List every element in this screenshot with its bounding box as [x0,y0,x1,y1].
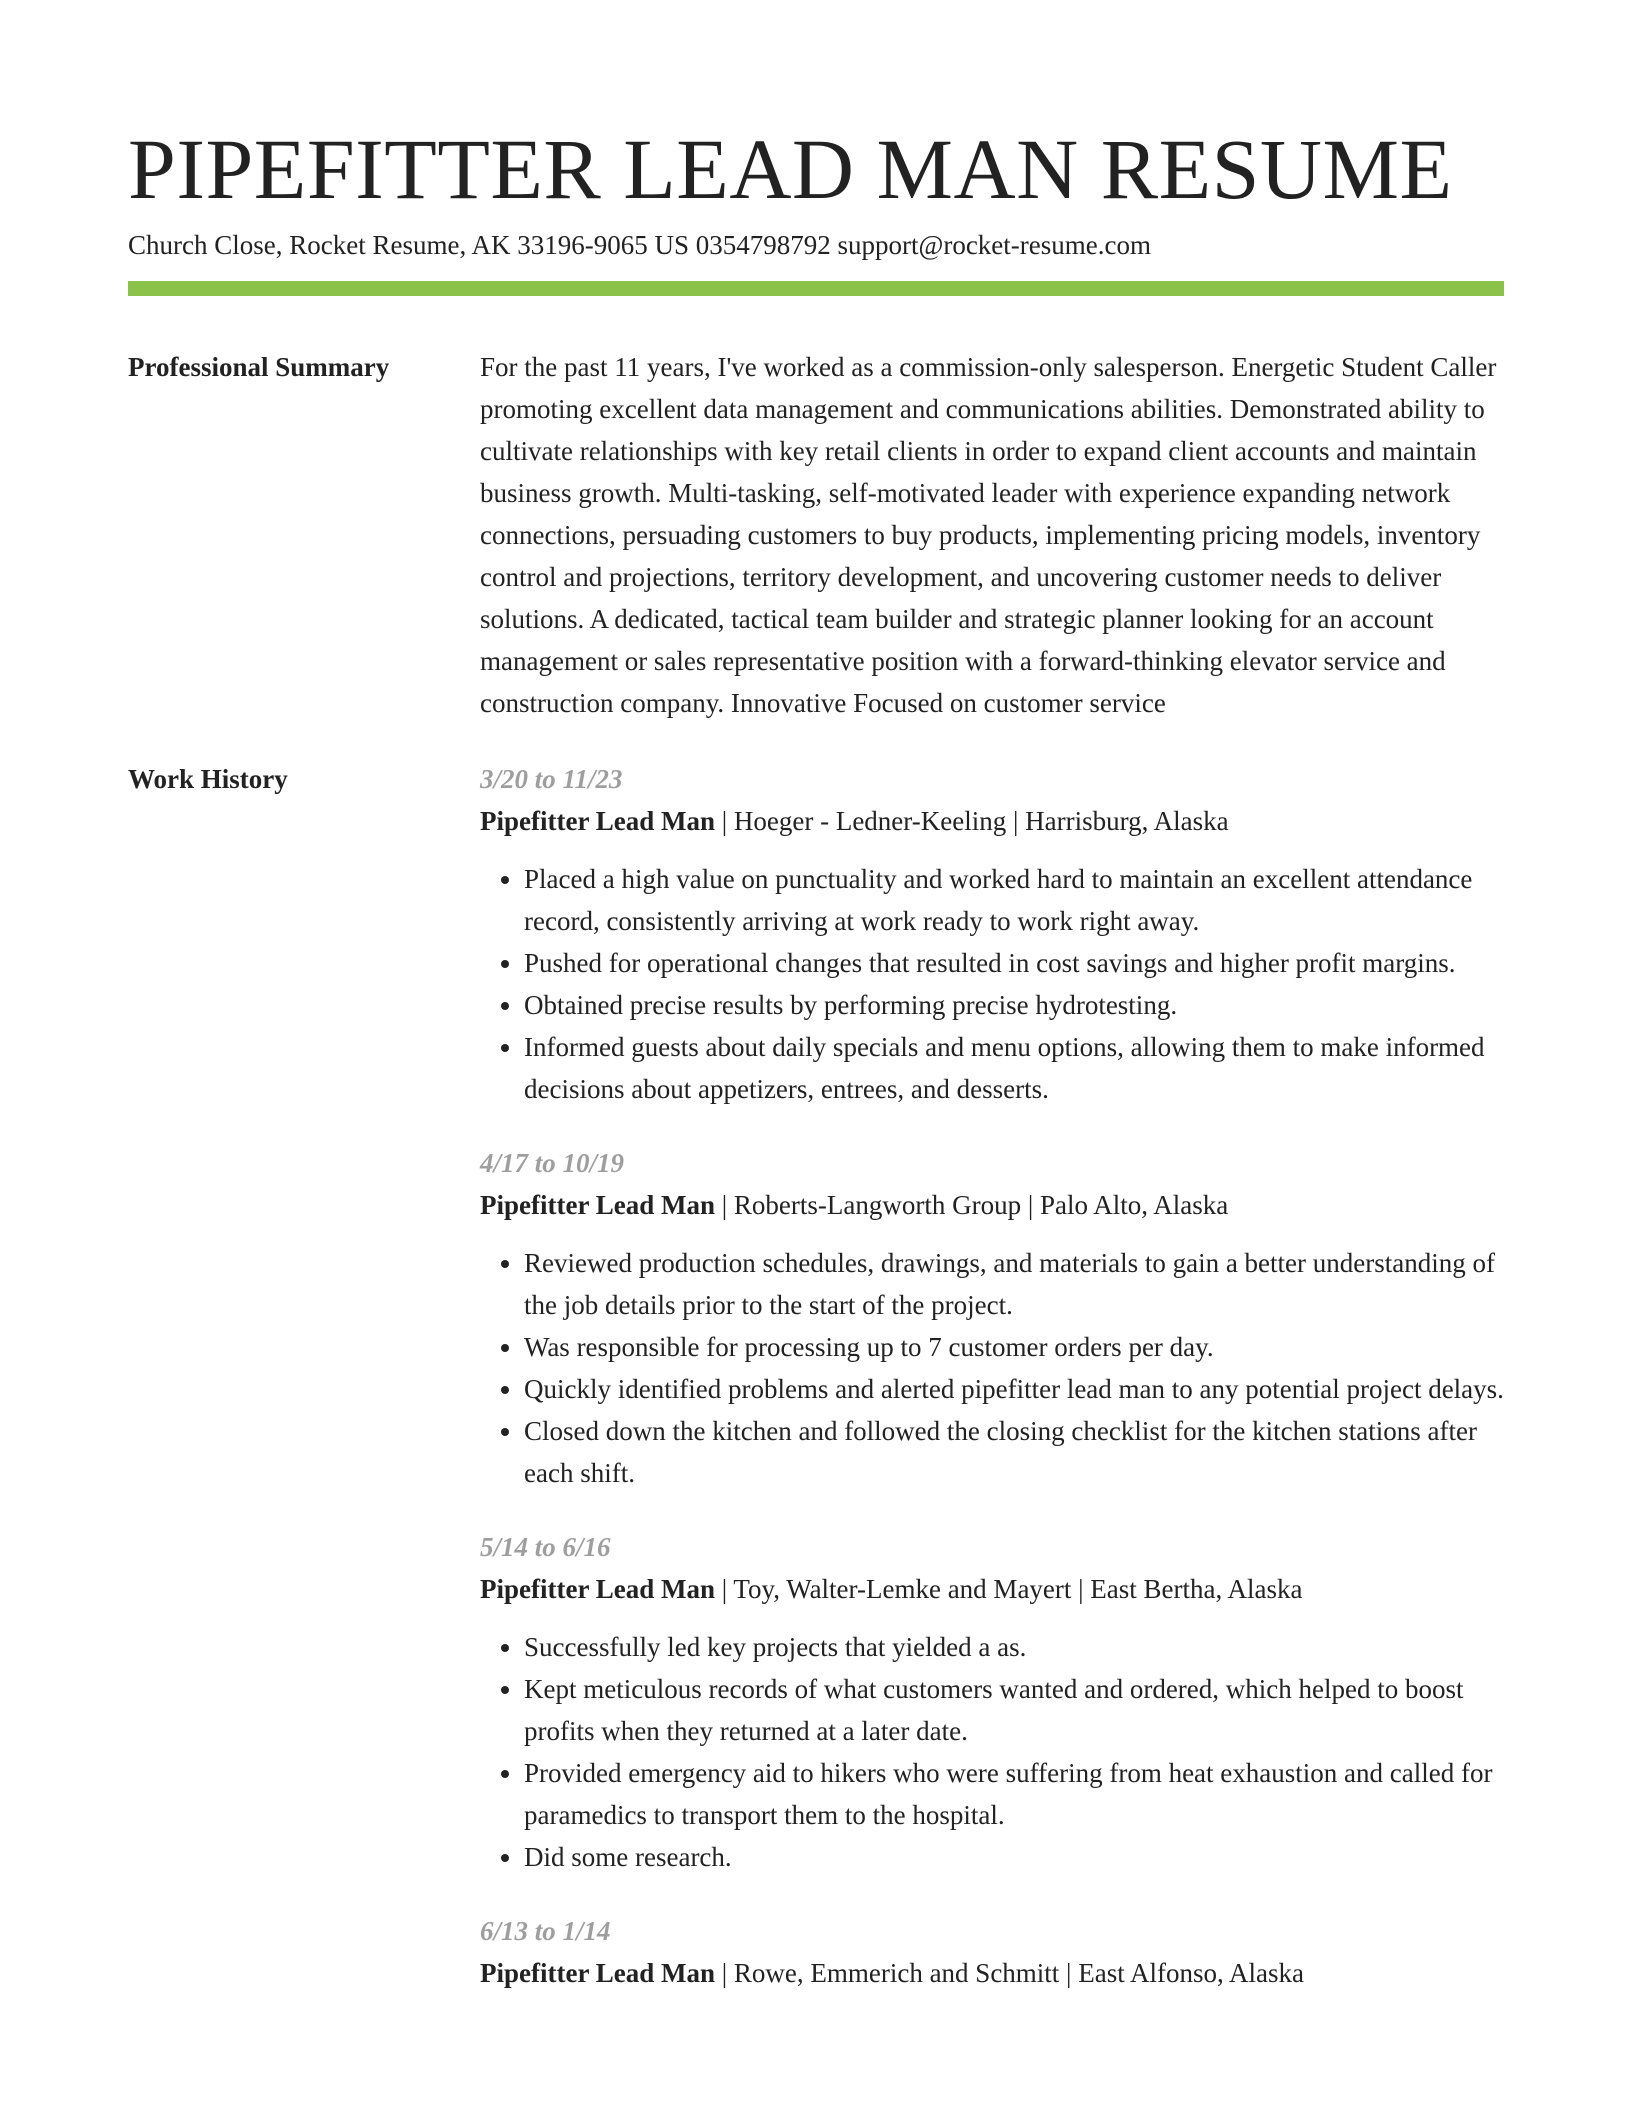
work-history-section [128,758,1504,1994]
job-bullet: • Was responsible for processing up to 7 customer orders per day. [524,1326,1504,1368]
job-bullet: • Closed down the kitchen and followed the closing checklist for the kitchen stations after each shift. [524,1410,1504,1494]
job-dates: 3/20 to 11/23 [480,764,623,794]
job-title: Pipefitter Lead Man [480,1574,715,1604]
job-dates: 4/17 to 10/19 [480,1148,625,1178]
job-entry [480,1910,1504,1994]
job-bullet-list [480,1242,1504,1494]
resume-title: PIPEFITTER LEAD MAN RESUME [128,121,1453,217]
summary-section [128,346,1504,724]
header-divider [128,281,1504,296]
job-bullet-list [480,1626,1504,1878]
job-details: | Roberts-Langworth Group | Palo Alto, Alaska [714,1190,1229,1220]
job-bullet: • Provided emergency aid to hikers who were suffering from heat exhaustion and called for paramedics to transport them to the hospital. [524,1752,1504,1836]
summary-text: For the past 11 years, I've worked as a commission-only salesperson. Energetic Student Caller promoting excellent data management and communications abilities. Demonstrated ability to cultivate relationships with key retail clients in order to expand client accounts and maintain business growth. Multi-tasking, self-motivated leader with experience expanding network connections, persuading customers to buy products, implementing pricing models, inventory control and projections, territory development, and uncovering customer needs to deliver solutions. A dedicated, tactical team builder and strategic planner looking for an account management or sales representative position with a forward-thinking elevator service and construction company. Innovative Focused on customer service [480,352,1497,718]
job-bullet: • Informed guests about daily specials and menu options, allowing them to make informed decisions about appetizers, entrees, and desserts. [524,1026,1504,1110]
job-heading [480,1184,1504,1226]
job-heading [480,1952,1504,1994]
job-bullet: • Did some research. [524,1836,1504,1878]
job-entry [480,1526,1504,1878]
job-bullet-list [480,858,1504,1110]
job-entry [480,1142,1504,1494]
contact-line: Church Close, Rocket Resume, AK 33196-9065 US 0354798792 support@rocket-resume.com [128,230,1151,260]
job-title: Pipefitter Lead Man [480,806,715,836]
job-title: Pipefitter Lead Man [480,1958,715,1988]
job-details: | Toy, Walter-Lemke and Mayert | East Bertha, Alaska [714,1574,1303,1604]
job-dates: 6/13 to 1/14 [480,1916,611,1946]
job-bullet: • Kept meticulous records of what customers wanted and ordered, which helped to boost profits when they returned at a later date. [524,1668,1504,1752]
job-entry [480,758,1504,1110]
job-title: Pipefitter Lead Man [480,1190,715,1220]
job-heading [480,800,1504,842]
work-history-list [480,758,1504,1994]
work-history-label: Work History [128,764,288,794]
job-details: | Rowe, Emmerich and Schmitt | East Alfonso, Alaska [714,1958,1304,1988]
job-bullet: • Successfully led key projects that yielded a as. [524,1626,1504,1668]
job-bullet: • Reviewed production schedules, drawings, and materials to gain a better understanding of the job details prior to the start of the project. [524,1242,1504,1326]
job-details: | Hoeger - Ledner-Keeling | Harrisburg, Alaska [714,806,1229,836]
summary-label: Professional Summary [128,352,390,382]
job-bullet: • Quickly identified problems and alerted pipefitter lead man to any potential project delays. [524,1368,1504,1410]
job-dates: 5/14 to 6/16 [480,1532,611,1562]
job-bullet: • Placed a high value on punctuality and worked hard to maintain an excellent attendance record, consistently arriving at work ready to work right away. [524,858,1504,942]
job-bullet: • Obtained precise results by performing precise hydrotesting. [524,984,1504,1026]
job-bullet: • Pushed for operational changes that resulted in cost savings and higher profit margins. [524,942,1504,984]
job-heading [480,1568,1504,1610]
